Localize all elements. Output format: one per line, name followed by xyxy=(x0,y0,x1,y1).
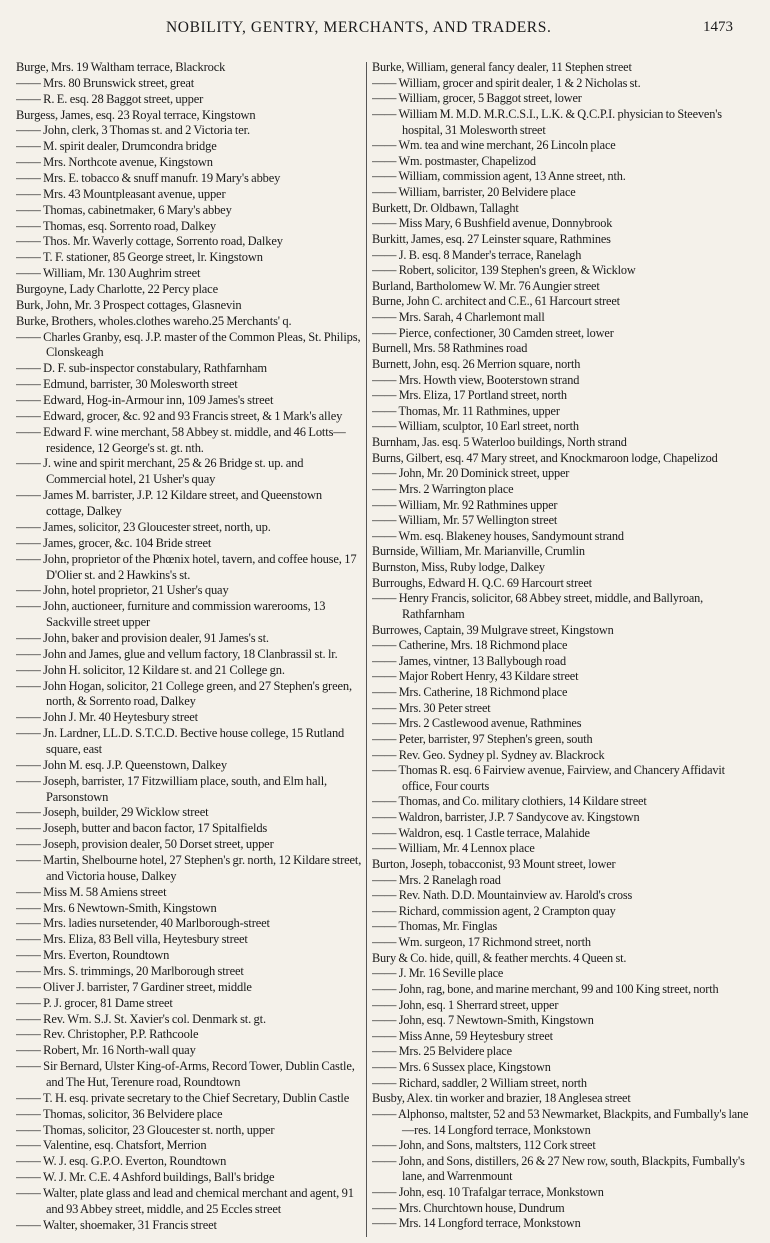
directory-entry: —— Rev. Nath. D.D. Mountainview av. Harold's cross xyxy=(372,888,633,903)
directory-entry: —— John and James, glue and vellum factory, 18 Clanbrassil st. lr. xyxy=(16,646,338,661)
directory-entry: —— Joseph, provision dealer, 50 Dorset street, upper xyxy=(16,837,274,852)
directory-entry: —— Mrs. 43 Mountpleasant avenue, upper xyxy=(16,186,226,201)
directory-entry: —— J. wine and spirit merchant, 25 & 26 Bridge st. up. and Commercial hotel, 21 Usher's quay xyxy=(16,456,304,487)
directory-entry: —— Mrs. 6 Newtown-Smith, Kingstown xyxy=(16,900,217,915)
directory-entry: —— John, esq. 7 Newtown-Smith, Kingstown xyxy=(372,1013,594,1028)
page-header xyxy=(0,14,770,44)
directory-entry: —— Mrs. Eliza, 17 Portland street, north xyxy=(372,388,567,403)
directory-entry: —— Thomas, Mr. 11 Rathmines, upper xyxy=(372,403,560,418)
directory-entry: —— Mrs. Churchtown house, Dundrum xyxy=(372,1200,565,1215)
page-title: NOBILITY, GENTRY, MERCHANTS, AND TRADERS. xyxy=(166,19,552,36)
directory-entry: —— R. E. esq. 28 Baggot street, upper xyxy=(16,91,204,106)
directory-entry: —— Mrs. 2 Ranelagh road xyxy=(372,872,501,887)
directory-entry: —— Wm. tea and wine merchant, 26 Lincoln place xyxy=(372,138,616,153)
directory-entry: —— Charles Granby, esq. J.P. master of the Common Pleas, St. Philips, Clonskeagh xyxy=(16,329,361,360)
directory-entry: Burge, Mrs. 19 Waltham terrace, Blackrock xyxy=(16,60,226,74)
directory-entry: —— Mrs. 80 Brunswick street, great xyxy=(16,75,195,90)
directory-entry: Burns, Gilbert, esq. 47 Mary street, and Knockmaroon lodge, Chapelizod xyxy=(372,450,718,465)
directory-entry: —— William, grocer, 5 Baggot street, lower xyxy=(372,91,582,106)
directory-entry: —— William, commission agent, 13 Anne street, nth. xyxy=(372,169,626,184)
directory-entry: —— Mrs. Northcote avenue, Kingstown xyxy=(16,155,213,170)
directory-entry: —— William M. M.D. M.R.C.S.I., L.K. & Q.C.P.I. physician to Steeven's hospital, 31 Molesworth street xyxy=(372,106,722,137)
directory-entry: —— Jn. Lardner, LL.D. S.T.C.D. Bective house college, 15 Rutland square, east xyxy=(16,726,345,756)
directory-entry: —— Pierce, confectioner, 30 Camden street, lower xyxy=(372,325,614,340)
directory-entry: Burne, John C. architect and C.E., 61 Harcourt street xyxy=(372,294,620,309)
directory-entry: —— Wm. surgeon, 17 Richmond street, north xyxy=(372,935,591,949)
directory-entry: —— John, and Sons, distillers, 26 & 27 New row, south, Blackpits, Fumbally's lane, and Warrenmount xyxy=(372,1153,745,1184)
directory-entry: —— Robert, solicitor, 139 Stephen's green, & Wicklow xyxy=(372,263,636,278)
directory-entry: —— Rev. Christopher, P.P. Rathcoole xyxy=(16,1027,199,1042)
directory-entry: —— P. J. grocer, 81 Dame street xyxy=(16,995,173,1010)
directory-entry: —— Mrs. E. tobacco & snuff manufr. 19 Mary's abbey xyxy=(16,171,281,186)
directory-entry: —— Joseph, barrister, 17 Fitzwilliam place, south, and Elm hall, Parsonstown xyxy=(16,773,328,804)
directory-entry: —— Robert, Mr. 16 North-wall quay xyxy=(16,1043,196,1058)
directory-entry: —— Martin, Shelbourne hotel, 27 Stephen's gr. north, 12 Kildare street, and Victoria house, Dalkey xyxy=(16,852,362,883)
directory-entry: —— T. F. stationer, 85 George street, lr. Kingstown xyxy=(16,250,263,265)
directory-entry: Burrowes, Captain, 39 Mulgrave street, Kingstown xyxy=(372,622,614,637)
directory-entry: —— John, Mr. 20 Dominick street, upper xyxy=(372,466,570,481)
directory-entry: —— Thomas, Mr. Finglas xyxy=(372,919,498,934)
directory-entry: —— Joseph, butter and bacon factor, 17 Spitalfields xyxy=(16,821,268,836)
directory-entry: —— William, grocer and spirit dealer, 1 & 2 Nicholas st. xyxy=(372,75,641,90)
directory-entry: —— Mrs. Eliza, 83 Bell villa, Heytesbury street xyxy=(16,932,248,947)
directory-entry: —— T. H. esq. private secretary to the Chief Secretary, Dublin Castle xyxy=(16,1090,350,1105)
directory-entry: —— Major Robert Henry, 43 Kildare street xyxy=(372,669,579,684)
directory-entry: —— William, Mr. 130 Aughrim street xyxy=(16,266,201,281)
directory-entry: —— Valentine, esq. Chatsfort, Merrion xyxy=(16,1138,207,1153)
directory-entry: —— Thomas, cabinetmaker, 6 Mary's abbey xyxy=(16,202,232,217)
directory-entry: —— Mrs. Sarah, 4 Charlemont mall xyxy=(372,310,545,324)
directory-entry: —— W. J. esq. G.P.O. Everton, Roundtown xyxy=(16,1154,227,1169)
directory-entry: —— John, proprietor of the Phœnix hotel, tavern, and coffee house, 17 D'Olier st. and 2 Hawkins's st. xyxy=(16,551,357,582)
directory-entry: —— Mrs. ladies nursetender, 40 Marlborough-street xyxy=(16,916,270,931)
directory-entry: —— Wm. esq. Blakeney houses, Sandymount strand xyxy=(372,528,624,543)
directory-entry: —— Thomas, solicitor, 23 Gloucester st. north, upper xyxy=(16,1122,275,1137)
directory-entry: —— Mrs. 6 Sussex place, Kingstown xyxy=(372,1060,551,1074)
directory-entry: Burnston, Miss, Ruby lodge, Dalkey xyxy=(372,560,545,574)
directory-entry: —— Mrs. 25 Belvidere place xyxy=(372,1044,512,1059)
directory-entry: Bury & Co. hide, quill, & feather merchts. 4 Queen st. xyxy=(372,950,627,965)
directory-entry: —— Waldron, esq. 1 Castle terrace, Malahide xyxy=(372,825,590,840)
directory-entry: —— Richard, saddler, 2 William street, north xyxy=(372,1075,587,1090)
directory-entry: —— John H. solicitor, 12 Kildare st. and 21 College gn. xyxy=(16,662,285,677)
directory-entry: —— John, and Sons, maltsters, 112 Cork street xyxy=(372,1138,596,1153)
directory-entry: Burnside, William, Mr. Marianville, Crumlin xyxy=(372,544,585,559)
directory-entry: —— William, Mr. 92 Rathmines upper xyxy=(372,497,558,512)
directory-entry: —— John, clerk, 3 Thomas st. and 2 Victoria ter. xyxy=(16,123,250,138)
directory-entry: —— William, Mr. 57 Wellington street xyxy=(372,513,558,528)
directory-entry: —— Thomas, esq. Sorrento road, Dalkey xyxy=(16,218,217,233)
directory-entry: —— Walter, plate glass and lead and chemical merchant and agent, 91 and 93 Abbey street, middle, and 25 Eccles street xyxy=(16,1186,354,1216)
directory-entry: —— Miss Anne, 59 Heytesbury street xyxy=(372,1028,553,1043)
directory-entry: Burkitt, James, esq. 27 Leinster square, Rathmines xyxy=(372,231,611,246)
directory-entry: Burnham, Jas. esq. 5 Waterloo buildings, North strand xyxy=(372,435,627,449)
directory-entry: —— Mrs. 14 Longford terrace, Monkstown xyxy=(372,1216,581,1231)
directory-entry: —— Mrs. Everton, Roundtown xyxy=(16,948,170,963)
directory-entry: —— Thomas, solicitor, 36 Belvidere place xyxy=(16,1106,223,1121)
directory-entry: —— John, esq. 1 Sherrard street, upper xyxy=(372,997,559,1012)
directory-entry: —— Edward F. wine merchant, 58 Abbey st. middle, and 46 Lotts—residence, 12 George's st. gt. nth. xyxy=(16,424,346,455)
directory-entry: —— Mrs. 2 Warrington place xyxy=(372,481,514,496)
directory-entry: Burland, Bartholomew W. Mr. 76 Aungier street xyxy=(372,278,600,293)
page-number: 1473 xyxy=(703,19,733,35)
directory-entry: —— Rev. Wm. S.J. St. Xavier's col. Denmark st. gt. xyxy=(16,1011,266,1026)
directory-entry: —— Walter, shoemaker, 31 Francis street xyxy=(16,1217,217,1232)
directory-entry: —— M. spirit dealer, Drumcondra bridge xyxy=(16,139,217,154)
directory-entry: —— Wm. postmaster, Chapelizod xyxy=(372,153,536,168)
directory-entry: Burnell, Mrs. 58 Rathmines road xyxy=(372,341,528,356)
left-column xyxy=(16,60,362,1234)
directory-entry: —— Waldron, barrister, J.P. 7 Sandycove av. Kingstown xyxy=(372,810,640,824)
column-divider xyxy=(366,62,367,1237)
directory-entry: —— Oliver J. barrister, 7 Gardiner street, middle xyxy=(16,979,252,994)
directory-entry: —— Joseph, builder, 29 Wicklow street xyxy=(16,805,209,820)
directory-entry: —— Mrs. S. trimmings, 20 Marlborough street xyxy=(16,963,244,978)
directory-entry: —— J. B. esq. 8 Mander's terrace, Ranelagh xyxy=(372,247,582,262)
directory-entry: Burnett, John, esq. 26 Merrion square, north xyxy=(372,356,581,371)
directory-entry: Burgess, James, esq. 23 Royal terrace, Kingstown xyxy=(16,107,256,122)
directory-entry: —— James, grocer, &c. 104 Bride street xyxy=(16,535,212,550)
directory-entry: —— John M. esq. J.P. Queenstown, Dalkey xyxy=(16,757,227,772)
directory-entry: —— John Hogan, solicitor, 21 College green, and 27 Stephen's green, north, & Sorrento road, Dalkey xyxy=(16,678,352,709)
directory-entry: Burton, Joseph, tobacconist, 93 Mount street, lower xyxy=(372,856,616,871)
directory-entry: —— James, vintner, 13 Ballybough road xyxy=(372,653,566,668)
directory-entry: —— William, barrister, 20 Belvidere place xyxy=(372,185,576,199)
directory-entry: —— John, hotel proprietor, 21 Usher's quay xyxy=(16,583,229,598)
directory-entry: —— James M. barrister, J.P. 12 Kildare street, and Queenstown cottage, Dalkey xyxy=(16,488,322,519)
directory-entry: —— Peter, barrister, 97 Stephen's green, south xyxy=(372,731,593,746)
directory-entry: —— John, esq. 10 Trafalgar terrace, Monkstown xyxy=(372,1185,604,1199)
directory-entry: —— Edward, Hog-in-Armour inn, 109 James's street xyxy=(16,393,274,408)
directory-entry: Burke, Brothers, wholes.clothes wareho.25 Merchants' q. xyxy=(16,313,292,328)
directory-entry: Burroughs, Edward H. Q.C. 69 Harcourt street xyxy=(372,575,592,590)
directory-entry: —— D. F. sub-inspector constabulary, Rathfarnham xyxy=(16,361,267,376)
directory-entry: —— Rev. Geo. Sydney pl. Sydney av. Blackrock xyxy=(372,747,605,762)
directory-entry: Burgoyne, Lady Charlotte, 22 Percy place xyxy=(16,282,218,297)
right-column xyxy=(372,60,756,1232)
directory-entry: —— James, solicitor, 23 Gloucester street, north, up. xyxy=(16,519,271,534)
directory-entry: —— Sir Bernard, Ulster King-of-Arms, Record Tower, Dublin Castle, and The Hut, Terenure road, Roundtown xyxy=(16,1059,355,1089)
directory-entry: —— Alphonso, maltster, 52 and 53 Newmarket, Blackpits, and Fumbally's lane—res. 14 Longford terrace, Monkstown xyxy=(372,1106,749,1137)
directory-entry: —— John J. Mr. 40 Heytesbury street xyxy=(16,710,199,725)
directory-entry: —— Edward, grocer, &c. 92 and 93 Francis street, & 1 Mark's alley xyxy=(16,408,343,423)
directory-entry: —— Edmund, barrister, 30 Molesworth street xyxy=(16,377,238,392)
directory-entry: —— Miss Mary, 6 Bushfield avenue, Donnybrook xyxy=(372,216,613,231)
directory-entry: —— Thomas, and Co. military clothiers, 14 Kildare street xyxy=(372,794,647,809)
directory-entry: —— Mrs. 2 Castlewood avenue, Rathmines xyxy=(372,716,582,731)
directory-entry: —— J. Mr. 16 Seville place xyxy=(372,966,504,981)
directory-entry: —— Miss M. 58 Amiens street xyxy=(16,884,167,899)
directory-entry: —— Mrs. Catherine, 18 Richmond place xyxy=(372,685,568,699)
directory-entry: —— John, rag, bone, and marine merchant, 99 and 100 King street, north xyxy=(372,981,719,996)
directory-entry: Burk, John, Mr. 3 Prospect cottages, Glasnevin xyxy=(16,297,242,312)
directory-entry: —— Mrs. 30 Peter street xyxy=(372,700,491,715)
directory-entry: —— Catherine, Mrs. 18 Richmond place xyxy=(372,638,568,653)
directory-entry: Busby, Alex. tin worker and brazier, 18 Anglesea street xyxy=(372,1091,631,1106)
directory-entry: —— Thos. Mr. Waverly cottage, Sorrento road, Dalkey xyxy=(16,234,283,249)
directory-entry: Burkett, Dr. Oldbawn, Tallaght xyxy=(372,200,519,215)
directory-entry: Burke, William, general fancy dealer, 11 Stephen street xyxy=(372,60,632,74)
directory-entry: —— Mrs. Howth view, Booterstown strand xyxy=(372,372,580,387)
directory-entry: —— William, Mr. 4 Lennox place xyxy=(372,841,535,856)
directory-entry: —— John, baker and provision dealer, 91 James's st. xyxy=(16,630,269,645)
directory-entry: —— Richard, commission agent, 2 Crampton quay xyxy=(372,903,616,918)
directory-entry: —— Henry Francis, solicitor, 68 Abbey street, middle, and Ballyroan, Rathfarnham xyxy=(372,591,704,621)
directory-entry: —— William, sculptor, 10 Earl street, north xyxy=(372,419,579,434)
directory-entry: —— W. J. Mr. C.E. 4 Ashford buildings, Ball's bridge xyxy=(16,1170,275,1185)
directory-entry: —— John, auctioneer, furniture and commission warerooms, 13 Sackville street upper xyxy=(16,599,326,630)
directory-entry: —— Thomas R. esq. 6 Fairview avenue, Fairview, and Chancery Affidavit office, Four courts xyxy=(372,763,725,793)
